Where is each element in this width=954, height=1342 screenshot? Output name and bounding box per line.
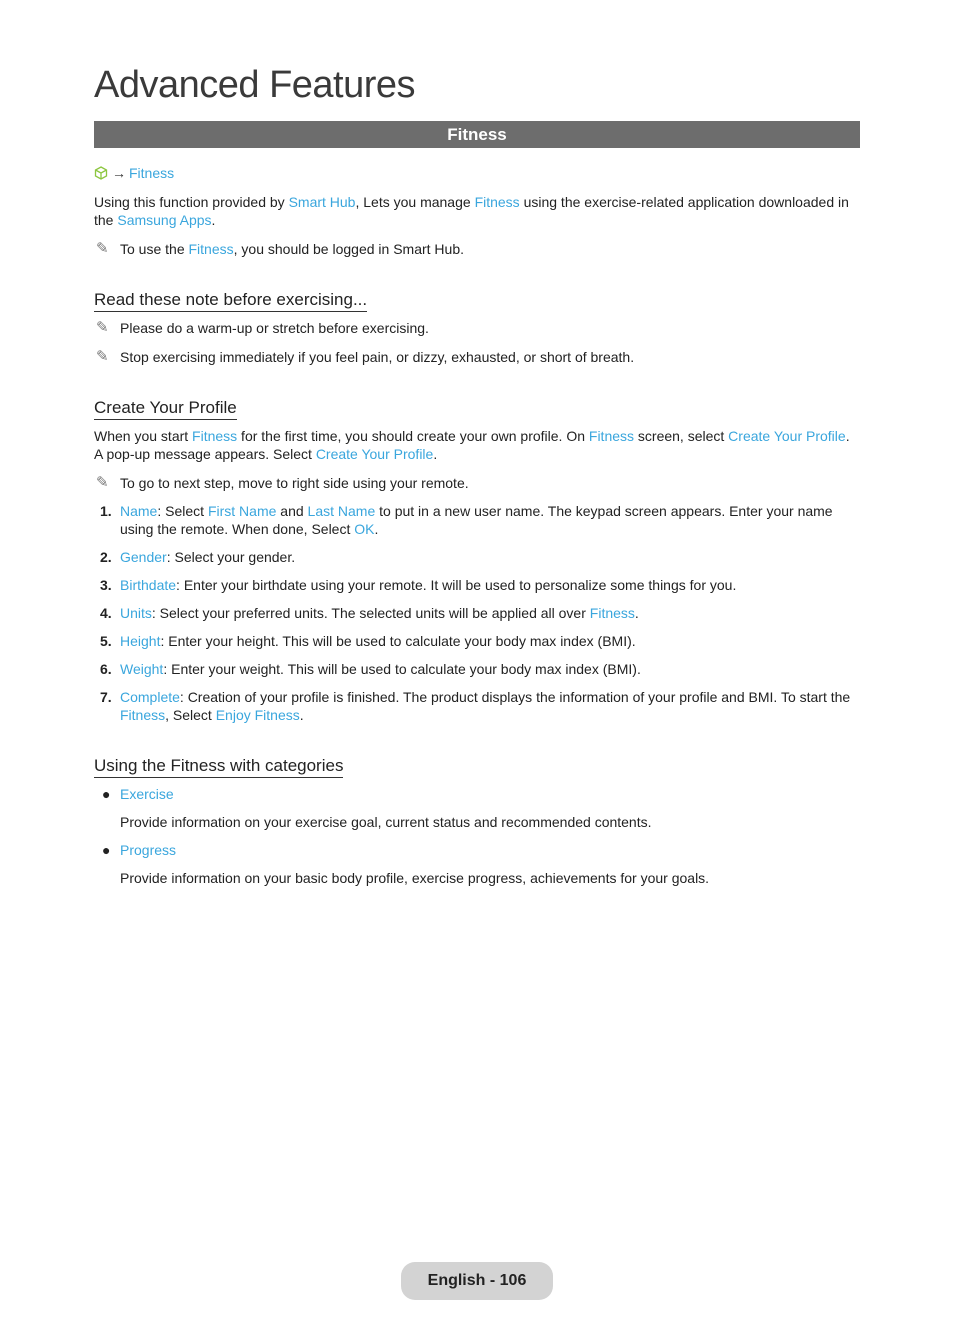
category-item: [94, 841, 860, 859]
link-last-name[interactable]: Last Name: [307, 503, 376, 519]
link-birthdate[interactable]: Birthdate: [120, 577, 177, 593]
step-text: Birthdate: Enter your birthdate using your remote. It will be used to personalize some things for you.: [120, 577, 737, 593]
profile-paragraph: When you start Fitness for the first time, you should create your own profile. On Fitness screen, select Create Your Profile. A pop-up message appears. Select Create Your Profile.: [94, 428, 850, 462]
step-number: 2.: [100, 549, 112, 565]
intro-paragraph: [94, 193, 860, 229]
pencil-icon: ✎: [96, 348, 109, 365]
pencil-icon: ✎: [96, 474, 109, 491]
step-item: [94, 632, 860, 650]
step-text: Complete: Creation of your profile is finished. The product displays the information of your profile and BMI. To start the Fitness, Select Enjoy Fitness.: [120, 689, 851, 723]
link-units[interactable]: Units: [120, 605, 152, 621]
section-title-bar: Fitness: [94, 121, 860, 148]
heading-categories: Using the Fitness with categories: [94, 756, 343, 778]
step-text: Height: Enter your height. This will be used to calculate your body max index (BMI).: [120, 633, 636, 649]
intro-text: .: [211, 212, 216, 228]
step-number: 7.: [100, 689, 112, 705]
link-height[interactable]: Height: [120, 633, 161, 649]
step-number: 3.: [100, 577, 112, 593]
page-number-badge: English - 106: [401, 1262, 553, 1300]
breadcrumb-arrow: →: [112, 165, 126, 181]
category-item: [94, 785, 860, 803]
link-create-your-profile[interactable]: Create Your Profile: [315, 446, 434, 462]
category-description: Provide information on your basic body profile, exercise progress, achievements for your goals.: [120, 870, 710, 886]
note-item: [94, 348, 860, 366]
link-complete[interactable]: Complete: [120, 689, 180, 705]
step-number: 1.: [100, 503, 112, 519]
note-text: To go to next step, move to right side using your remote.: [120, 475, 469, 491]
link-progress[interactable]: Progress: [120, 842, 177, 858]
step-text: Gender: Select your gender.: [120, 549, 296, 565]
link-name[interactable]: Name: [120, 503, 158, 519]
bullet-dot: ●: [102, 842, 111, 858]
step-text: Weight: Enter your weight. This will be used to calculate your body max index (BMI).: [120, 661, 641, 677]
step-item: [94, 576, 860, 594]
step-item: [94, 548, 860, 566]
step-number: 4.: [100, 605, 112, 621]
link-gender[interactable]: Gender: [120, 549, 167, 565]
step-item: [94, 660, 860, 678]
profile-note: [94, 474, 860, 492]
link-weight[interactable]: Weight: [120, 661, 164, 677]
intro-note: [94, 240, 860, 258]
intro-text: using the exercise-related application downloaded in the: [94, 194, 849, 228]
heading-notes: Read these note before exercising...: [94, 290, 367, 312]
step-item: [94, 688, 860, 724]
link-exercise[interactable]: Exercise: [120, 786, 174, 802]
step-text: Name: Select First Name and Last Name to put in a new user name. The keypad screen appears. Enter your name using the remote. When done, Select OK.: [120, 503, 833, 537]
menu-cube-icon: [94, 166, 108, 180]
heading-create-profile: Create Your Profile: [94, 398, 237, 420]
link-fitness[interactable]: Fitness: [588, 428, 635, 444]
note-text: Stop exercising immediately if you feel pain, or dizzy, exhausted, or short of breath.: [120, 349, 635, 365]
bullet-dot: ●: [102, 786, 111, 802]
step-item: [94, 604, 860, 622]
step-number: 6.: [100, 661, 112, 677]
pencil-icon: ✎: [96, 240, 109, 257]
category-description: Provide information on your exercise goal, current status and recommended contents.: [120, 814, 652, 830]
intro-text: , Lets you manage: [355, 194, 475, 210]
link-first-name[interactable]: First Name: [207, 503, 277, 519]
step-text: Units: Select your preferred units. The selected units will be applied all over Fitness.: [120, 605, 639, 621]
link-ok[interactable]: OK: [354, 521, 375, 537]
link-enjoy-fitness[interactable]: Enjoy Fitness: [215, 707, 300, 723]
link-create-your-profile[interactable]: Create Your Profile: [728, 428, 846, 444]
link-fitness[interactable]: Fitness: [120, 707, 166, 723]
note-text: To use the Fitness, you should be logged in Smart Hub.: [120, 241, 464, 257]
page-title: Advanced Features: [94, 64, 416, 106]
intro-text: Using this function provided by: [94, 194, 289, 210]
link-fitness[interactable]: Fitness: [474, 194, 520, 210]
breadcrumb-link-fitness[interactable]: Fitness: [129, 165, 175, 181]
link-smart-hub[interactable]: Smart Hub: [288, 194, 356, 210]
link-fitness[interactable]: Fitness: [188, 241, 234, 257]
content: [94, 164, 860, 897]
note-text: Please do a warm-up or stretch before exercising.: [120, 320, 429, 336]
breadcrumb: [94, 164, 860, 182]
link-fitness[interactable]: Fitness: [589, 605, 635, 621]
step-item: [94, 502, 860, 538]
note-item: [94, 319, 860, 337]
link-fitness[interactable]: Fitness: [192, 428, 238, 444]
link-samsung-apps[interactable]: Samsung Apps: [117, 212, 212, 228]
step-number: 5.: [100, 633, 112, 649]
pencil-icon: ✎: [96, 319, 109, 336]
